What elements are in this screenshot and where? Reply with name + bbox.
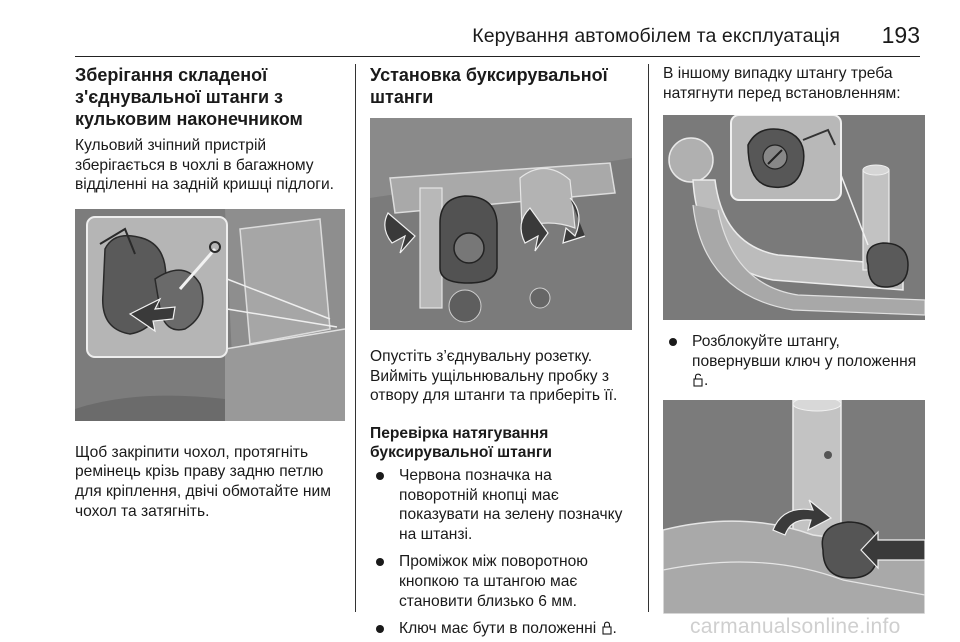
storage-instructions: Щоб закріпити чохол, протягніть ремінець крізь праву задню петлю для кріплення, двічі обмотайте ним чохол та затягніть.: [75, 443, 331, 520]
storage-heading: Зберігання складеної з'єднувальної штанги з кульковим наконечником: [75, 65, 303, 129]
socket-illustration: [370, 118, 632, 330]
bullet-dot: [376, 558, 384, 566]
bullet-dot: [669, 338, 677, 346]
column-tension: [663, 64, 933, 614]
towbar-tension-illustration: [663, 400, 925, 614]
storage-intro: Кульовий зчіпний пристрій зберігається в чохлі в багажному відділенні на задній кришці підлоги.: [75, 137, 334, 194]
check-list: [370, 466, 638, 639]
installation-heading: Установка буксирувальної штанги: [370, 65, 608, 107]
lock-open-icon: [693, 373, 703, 387]
lock-closed-icon: [602, 621, 612, 635]
running-title: Керування автомобілем та експлуатація: [472, 25, 840, 47]
page-number: 193: [881, 22, 920, 48]
unlock-list: [663, 332, 933, 391]
column-storage: [75, 64, 345, 521]
installation-caption: Опустіть з’єднувальну розетку. Вийміть ущільнювальну пробку з отвору для штанги та приберіть її.: [370, 348, 618, 405]
socket-figure: [370, 118, 632, 330]
towbar-unlock-figure: [663, 115, 925, 320]
column-installation: [370, 64, 638, 639]
tension-intro: В іншому випадку штангу треба натягнути перед встановленням:: [663, 65, 901, 102]
bullet-dot: [376, 472, 384, 480]
bullet-dot: [376, 625, 384, 633]
towbar-unlock-illustration: [663, 115, 925, 320]
list-item: Розблокуйте штангу, повернувши ключ у положення .: [663, 332, 933, 391]
towbar-tension-figure: [663, 400, 925, 614]
trunk-storage-illustration: [75, 209, 345, 421]
watermark: carmanualsonline.info: [690, 615, 901, 638]
list-item: Проміжок між поворотною кнопкою та штангою має становити близько 6 мм.: [370, 552, 638, 611]
column-divider-1: [355, 64, 356, 612]
column-divider-2: [648, 64, 649, 612]
trunk-storage-figure: [75, 209, 345, 421]
list-item: Ключ має бути в положенні .: [370, 619, 638, 639]
list-item: Червона позначка на поворотній кнопці має показувати на зелену позначку на штанзі.: [370, 466, 638, 544]
check-heading: Перевірка натягування буксирувальної штанги: [370, 424, 552, 462]
page-header: [75, 20, 920, 57]
